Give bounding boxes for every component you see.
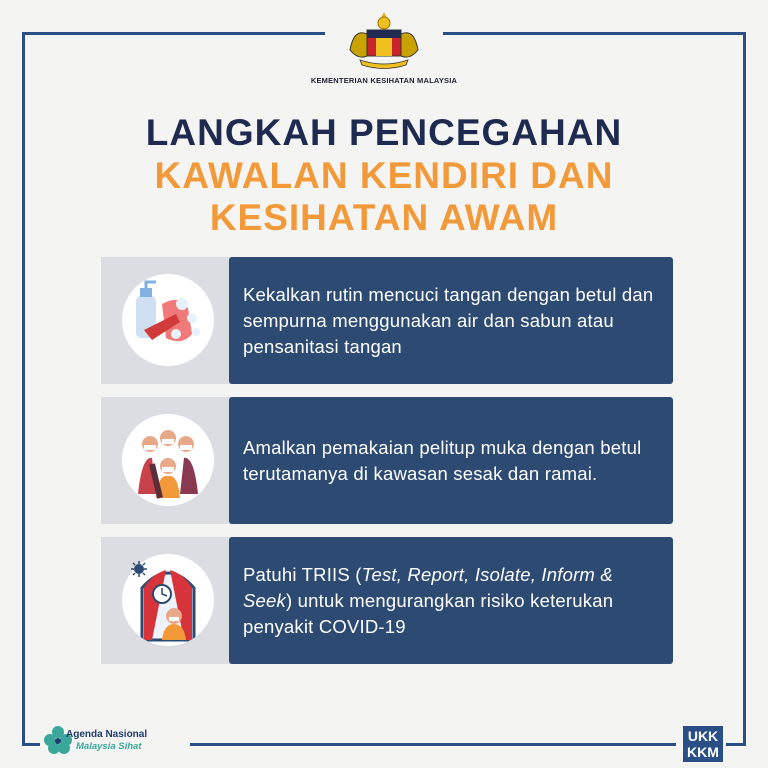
ukk-text: UKK bbox=[687, 728, 719, 744]
item-text: Amalkan pemakaian pelitup muka dengan betul terutamanya di kawasan sesak dan ramai. bbox=[243, 436, 642, 484]
malaysia-coat-of-arms-logo bbox=[340, 10, 428, 72]
title-line-1: LANGKAH PENCEGAHAN bbox=[145, 112, 623, 153]
handwashing-icon bbox=[122, 274, 214, 366]
item-text-part: Patuhi TRIIS ( bbox=[243, 563, 362, 585]
title-line-2: KAWALAN KENDIRI DAN bbox=[154, 155, 614, 196]
list-item bbox=[229, 257, 673, 384]
agenda-logo-text: Agenda Nasional bbox=[66, 729, 148, 740]
list-item bbox=[229, 397, 673, 524]
item-text-italic: Test, Report, Isolate, Inform & Seek bbox=[243, 563, 613, 611]
title-line-3: KESIHATAN AWAM bbox=[209, 197, 559, 238]
list-item bbox=[229, 537, 673, 664]
agenda-logo-subtext: Malaysia Sihat bbox=[76, 741, 142, 752]
ukk-kkm-logo bbox=[683, 726, 723, 762]
item-text-part: ) untuk mengurangkan risiko keterukan penyakit COVID-19 bbox=[243, 589, 614, 637]
ministry-name: KEMENTERIAN KESIHATAN MALAYSIA bbox=[310, 76, 458, 85]
virus-icon bbox=[130, 560, 148, 578]
kkm-text: KKM bbox=[687, 744, 719, 760]
item-text: Kekalkan rutin mencuci tangan dengan betul dan sempurna menggunakan air dan sabun atau pensanitasi tangan bbox=[243, 283, 654, 357]
face-mask-crowd-icon bbox=[122, 414, 214, 506]
item-text bbox=[243, 562, 661, 640]
